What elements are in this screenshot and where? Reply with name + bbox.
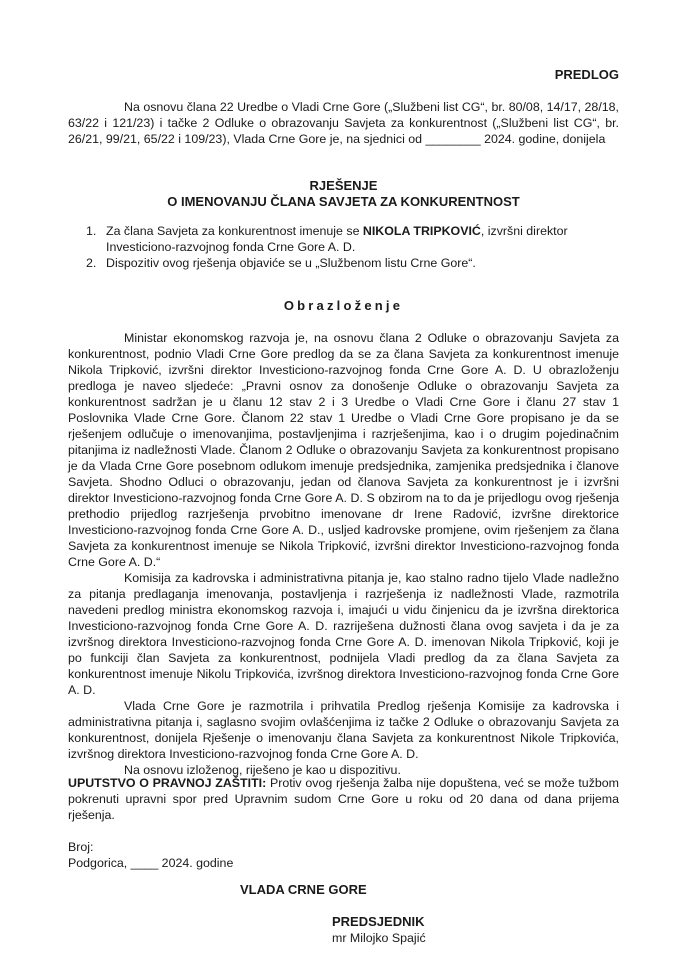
dispositive-item xyxy=(68,255,619,271)
appointee-name: NIKOLA TRIPKOVIĆ xyxy=(362,224,481,238)
signatory-name: mr Milojko Spajić xyxy=(332,931,426,945)
legal-remedy-label: UPUTSTVO O PRAVNOJ ZAŠTITI: xyxy=(68,776,267,790)
explanation-body xyxy=(68,330,619,778)
legal-basis-paragraph: Na osnovu člana 22 Uredbe o Vladi Crne Gore („Službeni list CG“, br. 80/08, 14/17, 28/18, 63/22 i 121/23) i tačke 2 Odluke o obrazovanju Savjeta za konkurentnost („Službeni list CG“, br. 26/21, 99/21, 65/22 i 109/23), Vlada Crne Gore je, na sjednici od ________ 2024. godine, donijela xyxy=(68,100,619,146)
explanation-title: Obrazloženje xyxy=(283,298,404,313)
government-name: VLADA CRNE GORE xyxy=(240,882,367,897)
dispositive-item xyxy=(68,223,619,255)
item-number: 2. xyxy=(86,256,97,270)
explanation-paragraph: Ministar ekonomskog razvoja je, na osnovu člana 2 Odluke o obrazovanju Savjeta za konkurentnost, podnio Vladi Crne Gore predlog da se za člana Savjeta za konkurentnost imenuje Nikola Tripković, izvršni direktor Investiciono-razvojnog fonda Crne Gore A. D. U obrazloženju predloga je naveo sljedeće: „Pravni osnov za donošenje Odluke o obrazovanju Savjeta za konkurentnost sadržan je u članu 12 stav 2 i 3 Uredbe o Vladi Crne Gore i članu 27 stav 1 Poslovnika Vlade Crne Gore. Članom 22 stav 1 Uredbe o Vladi Crne Gore propisano je da se rješenjem odlučuje o imenovanjima, postavljenjima i razrješenjima, kao i o drugim pojedinačnim pitanjima iz nadležnosti Vlade. Članom 2 Odluke o obrazovanju Savjeta za konkurentnost propisano je da Vlada Crne Gore posebnom odlukom imenuje predsjednika, zamjenika predsjednika i članove Savjeta. Shodno Odluci o obrazovanju, jedan od članova Savjeta za konkurentnost je i izvršni direktor Investiciono-razvojnog fonda Crne Gore A. D. S obzirom na to da je prijedlogu ovog rješenja prethodio prijedlog razrješenja prvobitno imenovane dr Irene Radović, izvršne direktorice Investiciono-razvojnog fonda Crne Gore A. D., usljed kadrovske promjene, ovim rješenjem za člana Savjeta za konkurentnost imenuje se Nikola Tripković, izvršni direktor Investiciono-razvojnog fonda Crne Gore A. D.“ xyxy=(68,331,619,569)
decision-title xyxy=(68,178,619,210)
draft-label: PREDLOG xyxy=(554,67,619,82)
decision-title-line2: O IMENOVANJU ČLANA SAVJETA ZA KONKURENTNOST xyxy=(167,194,520,209)
document-number: Broj: xyxy=(68,840,94,854)
explanation-paragraph: Na osnovu izloženog, riješeno je kao u dispozitivu. xyxy=(124,763,401,777)
legal-remedy xyxy=(68,775,619,823)
decision-title-line1: RJEŠENJE xyxy=(309,178,378,193)
item-text: Za člana Savjeta za konkurentnost imenuje se xyxy=(106,224,363,238)
item-text: Dispozitiv ovog rješenja objaviće se u „Službenom listu Crne Gore“. xyxy=(106,256,476,270)
signatory-title: PREDSJEDNIK xyxy=(332,914,425,929)
legal-remedy-text: Protiv ovog rješenja žalba nije dopuštena, već se može tužbom pokrenuti upravni spor pred Upravnim sudom Crne Gore u roku od 20 dana od dana prijema rješenja. xyxy=(68,776,619,822)
dispositive-list xyxy=(68,223,619,271)
item-number: 1. xyxy=(86,224,97,238)
explanation-paragraph: Komisija za kadrovska i administrativna pitanja je, kao stalno radno tijelo Vlade nadležno za pitanja predlaganja imenovanja, postavljenja i razrješenja iz nadležnosti Vlade, razmotrila navedeni predlog ministra ekonomskog razvoja i, imajući u vidu činjenicu da je izvršna direktorica Investiciono-razvojnog fonda Crne Gore A. D. razriješena dužnosti člana ovog savjeta i da je za izvršnog direktora Investiciono-razvojnog fonda Crne Gore A. D. imenovan Nikola Tripković, koji je po funkciji član Savjeta za konkurentnost, podnijela Vladi predlog da za člana Savjeta za konkurentnost imenuje Nikolu Tripkovića, izvršnog direktora Investiciono-razvojnog fonda Crne Gore A. D. xyxy=(68,571,619,697)
explanation-paragraph: Vlada Crne Gore je razmotrila i prihvatila Predlog rješenja Komisije za kadrovska i administrativna pitanja i, saglasno svojim ovlašćenjima iz tačke 2 Odluke o obrazovanju Savjeta za konkurentnost, donijela Rješenje o imenovanju člana Savjeta za konkurentnost Nikole Tripkovića, izvršnog direktora Investiciono-razvojnog fonda Crne Gore A. D. xyxy=(68,699,619,761)
place-date: Podgorica, ____ 2024. godine xyxy=(68,856,234,870)
item-text-rest: , izvršni direktor Investiciono-razvojnog fonda Crne Gore A. D. xyxy=(106,224,568,254)
